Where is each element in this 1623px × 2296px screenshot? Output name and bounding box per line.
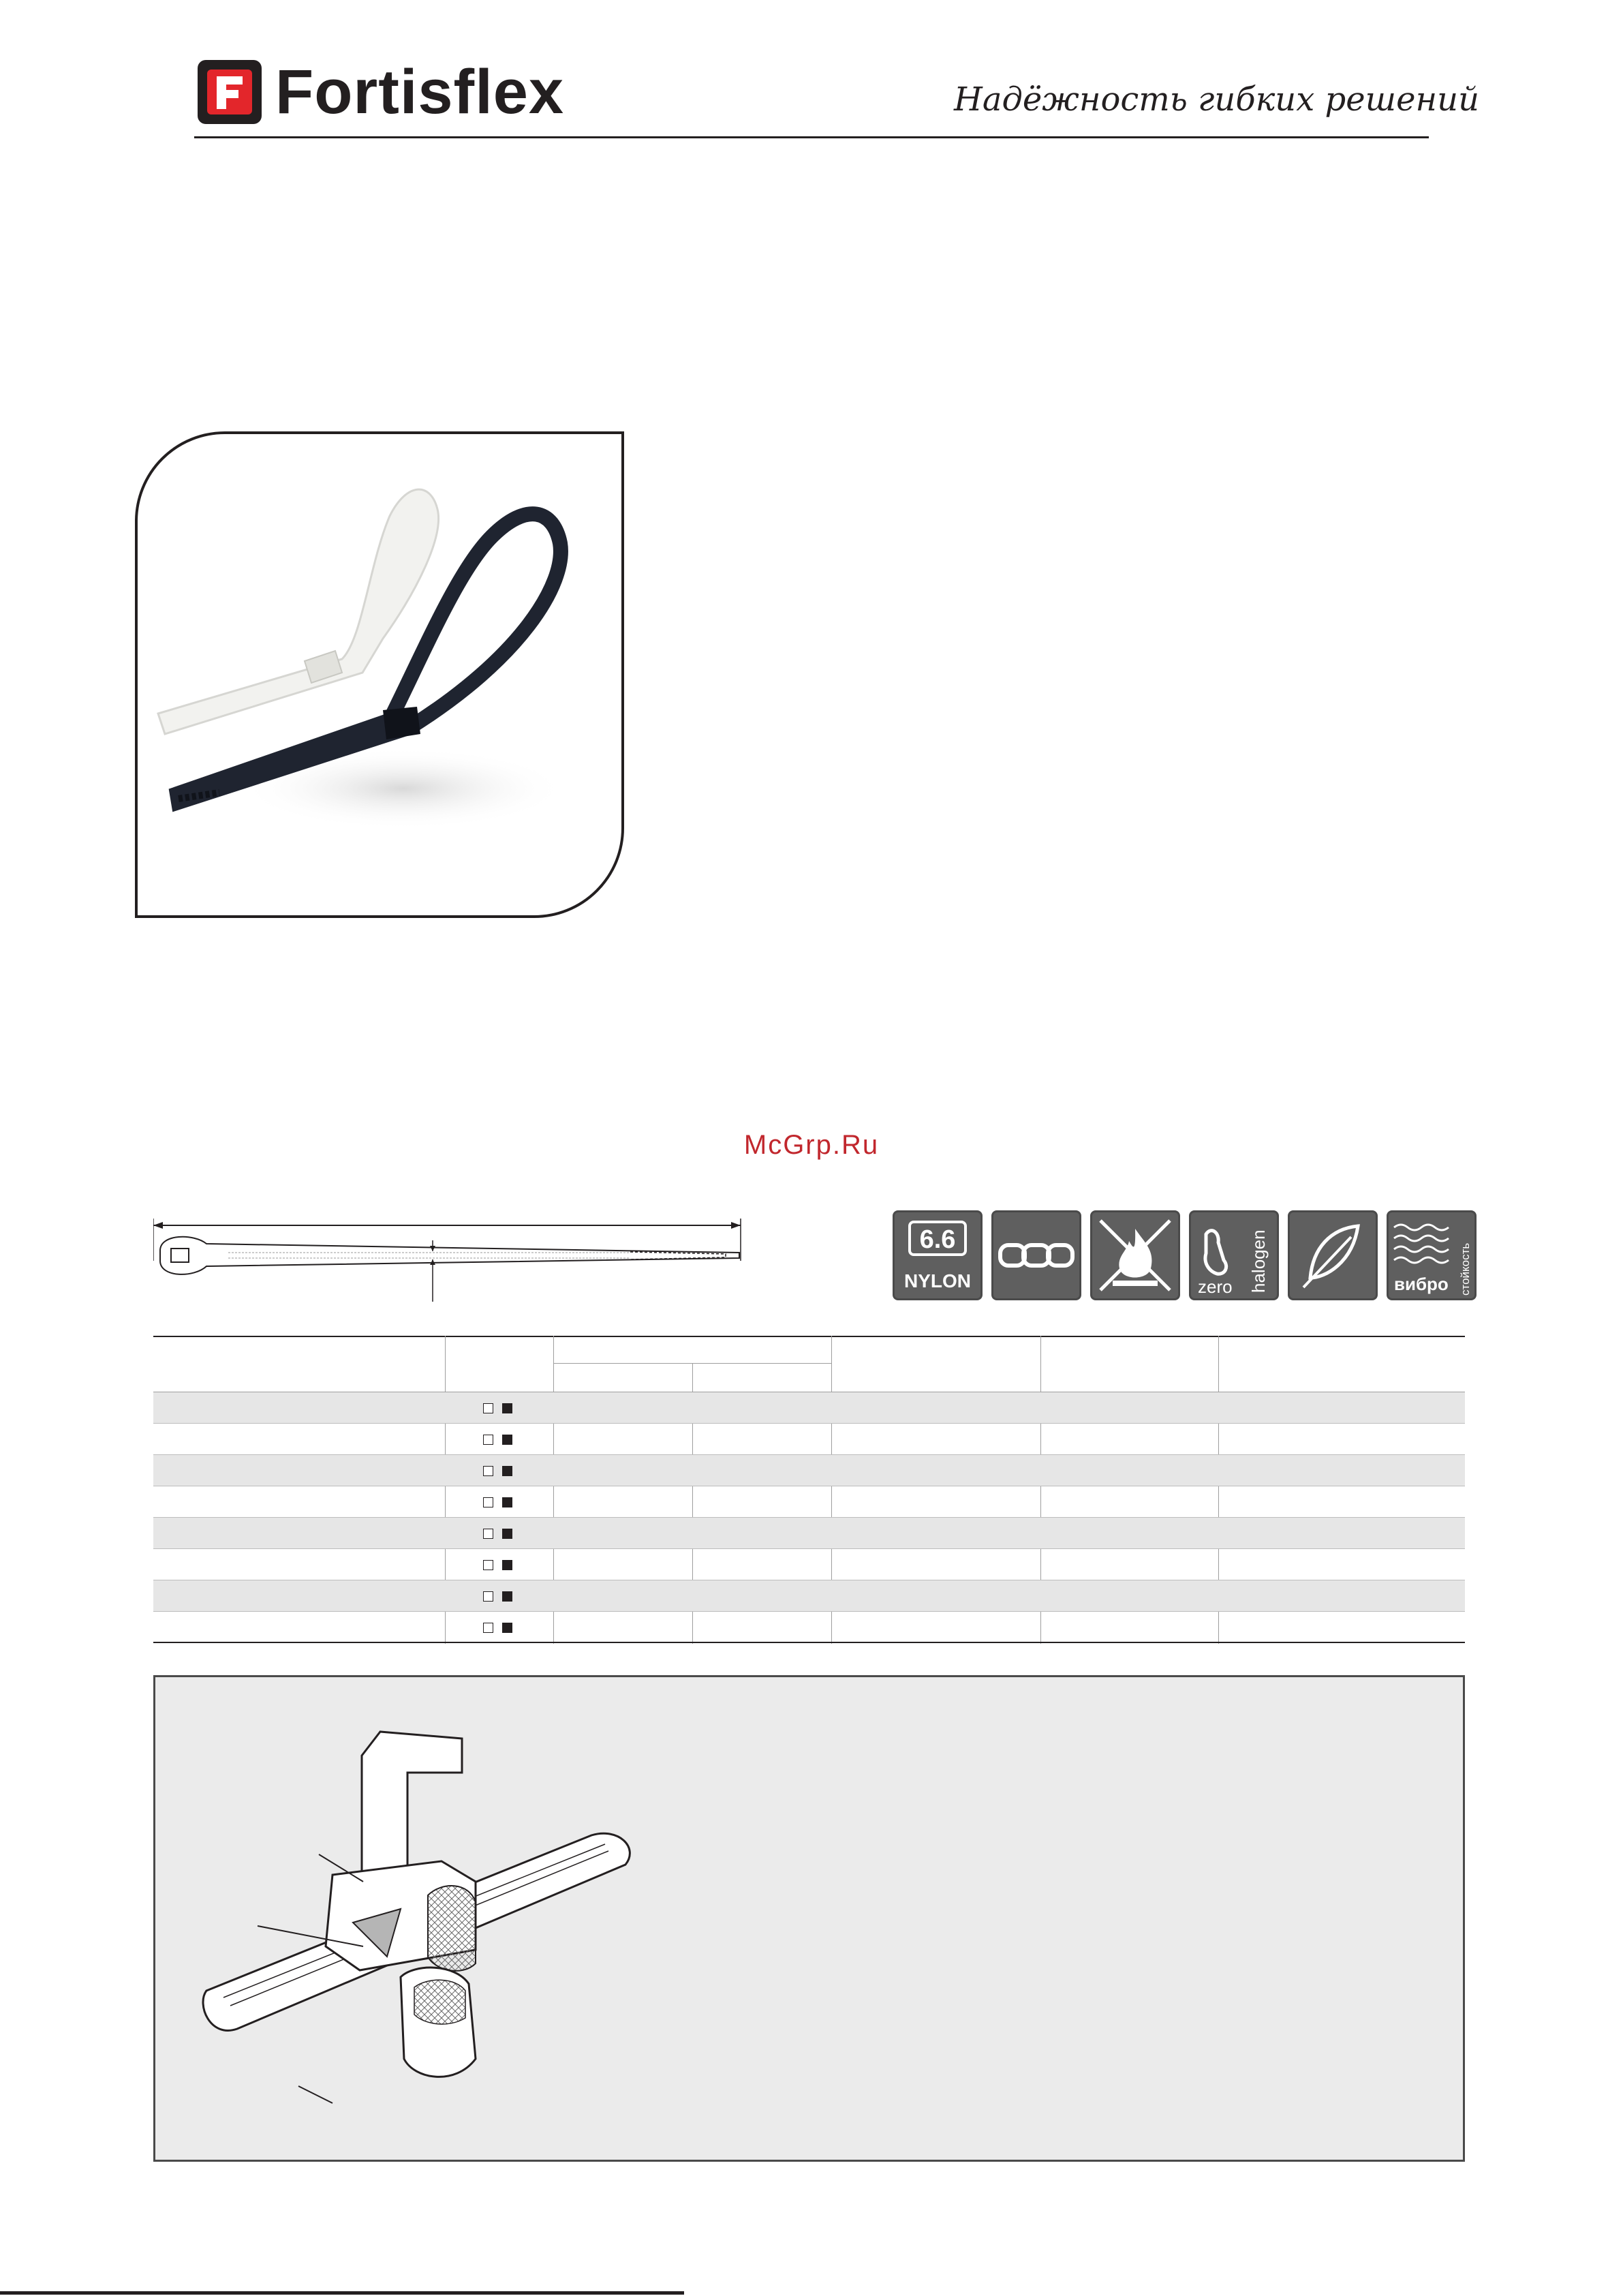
table-row (153, 1580, 1465, 1612)
stability-label: стойкость (1459, 1242, 1472, 1296)
table-row (153, 1392, 1465, 1424)
table-row (153, 1455, 1465, 1486)
table-top-rule (153, 1336, 1465, 1337)
black-color-swatch (502, 1497, 512, 1507)
white-color-swatch (483, 1529, 493, 1539)
black-color-swatch (502, 1403, 512, 1413)
specification-table (153, 1336, 1465, 1644)
construction-info-panel (153, 1675, 1465, 2162)
brand-logo-icon (198, 60, 262, 124)
zero-label: zero (1198, 1276, 1233, 1297)
slogan: Надёжность гибких решений (954, 80, 1479, 119)
nylon-badge-value: 6.6 (919, 1225, 956, 1254)
white-color-swatch (483, 1403, 493, 1413)
vibro-label: вибро (1394, 1274, 1449, 1294)
nylon-66-icon (893, 1210, 983, 1300)
table-row (153, 1612, 1465, 1643)
nylon-badge-label: NYLON (904, 1270, 971, 1291)
black-color-swatch (502, 1623, 512, 1633)
table-row (153, 1486, 1465, 1518)
white-color-swatch (483, 1497, 493, 1507)
zero-halogen-icon (1189, 1210, 1279, 1300)
chain-link-icon (991, 1210, 1081, 1300)
white-color-swatch (483, 1591, 493, 1602)
cable-tie-lock-cross-section-diagram (155, 1677, 769, 2160)
watermark: McGrp.Ru (743, 1130, 880, 1160)
black-color-swatch (502, 1466, 512, 1476)
white-color-swatch (483, 1435, 493, 1445)
white-color-swatch (483, 1560, 493, 1570)
white-color-swatch (483, 1466, 493, 1476)
black-color-swatch (502, 1591, 512, 1602)
vibration-resistance-icon (1387, 1210, 1477, 1300)
feather-icon (1288, 1210, 1378, 1300)
black-color-swatch (502, 1529, 512, 1539)
cable-ties-illustration (138, 434, 621, 915)
halogen-label: halogen (1248, 1229, 1269, 1293)
white-color-swatch (483, 1623, 493, 1633)
black-color-swatch (502, 1435, 512, 1445)
brand-name: Fortisflex (275, 57, 565, 127)
table-row (153, 1518, 1465, 1549)
product-photo-frame (135, 431, 624, 918)
table-row (153, 1424, 1465, 1455)
header-divider (194, 136, 1429, 138)
black-color-swatch (502, 1560, 512, 1570)
footer-divider (0, 2291, 684, 2295)
no-fire-icon (1090, 1210, 1180, 1300)
table-row (153, 1549, 1465, 1580)
cable-tie-dimension-drawing (153, 1213, 746, 1308)
